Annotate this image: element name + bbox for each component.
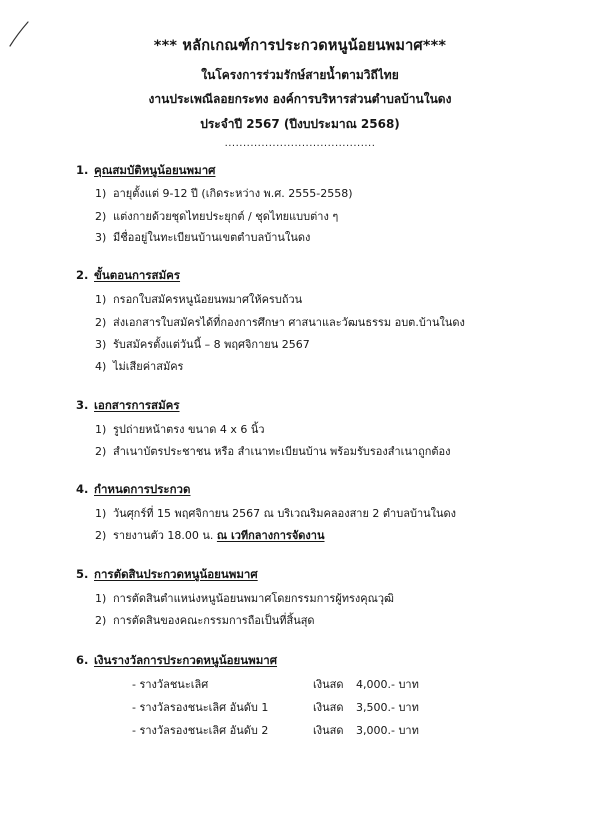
item-number: 2) — [95, 316, 107, 329]
list-item — [95, 184, 353, 202]
list-item — [95, 420, 265, 438]
prize-amount: 3,000.- บาท — [356, 724, 419, 737]
section-number: 6. — [76, 653, 89, 667]
item-number: 1) — [95, 507, 107, 520]
section-title: เงินรางวัลการประกวดหนูน้อยนพมาศ — [94, 653, 278, 667]
list-item — [95, 335, 310, 353]
list-item — [95, 504, 456, 522]
list-item — [95, 228, 310, 246]
item-text: รับสมัครตั้งแต่วันนี้ – 8 พฤศจิกายน 2567 — [113, 338, 310, 351]
section-prizes-heading — [76, 652, 277, 670]
project-name: ในโครงการร่วมรักษ์สายน้ำตามวิถีไทย — [201, 68, 399, 82]
item-text: ไม่เสียค่าสมัคร — [113, 360, 184, 373]
item-text: อายุตั้งแต่ 9-12 ปี (เกิดระหว่าง พ.ศ. 2555-2558) — [113, 187, 353, 200]
prize-cash-label: เงินสด — [313, 724, 344, 737]
item-number: 2) — [95, 529, 107, 542]
prize-cash-label: เงินสด — [313, 678, 344, 691]
section-title: คุณสมบัติหนูน้อยนพมาศ — [94, 163, 216, 177]
item-text: วันศุกร์ที่ 15 พฤศจิกายน 2567 ณ บริเวณริมคลองสาย 2 ตำบลบ้านในดง — [113, 507, 457, 520]
item-text: การตัดสินของคณะกรรมการถือเป็นที่สิ้นสุด — [113, 614, 315, 627]
list-item — [95, 357, 183, 375]
list-item — [95, 611, 315, 629]
dotted-divider: ......................................... — [224, 138, 376, 149]
item-text: รายงานตัว 18.00 น. — [113, 529, 217, 542]
section-application-steps-heading — [76, 267, 180, 285]
list-item — [95, 207, 338, 225]
prize-amount: 4,000.- บาท — [356, 678, 419, 691]
prize-label: - รางวัลชนะเลิศ — [132, 678, 209, 691]
prize-cash-label: เงินสด — [313, 701, 344, 714]
section-documents-heading — [76, 397, 180, 415]
list-item — [95, 313, 465, 331]
section-title: ขั้นตอนการสมัคร — [94, 268, 181, 282]
section-schedule-heading — [76, 481, 190, 499]
item-text: กรอกใบสมัครหนูน้อยนพมาศให้ครบถ้วน — [113, 293, 303, 306]
item-number: 2) — [95, 210, 107, 223]
list-item — [95, 290, 302, 308]
section-number: 5. — [76, 567, 89, 581]
item-text: รูปถ่ายหน้าตรง ขนาด 4 x 6 นิ้ว — [113, 423, 265, 436]
item-text: มีชื่ออยู่ในทะเบียนบ้านเขตตำบลบ้านในดง — [113, 231, 311, 244]
item-number: 4) — [95, 360, 107, 373]
section-number: 3. — [76, 398, 89, 412]
section-number: 4. — [76, 482, 89, 496]
item-number: 2) — [95, 445, 107, 458]
list-item — [95, 442, 451, 460]
section-number: 1. — [76, 163, 89, 177]
prize-row — [132, 675, 452, 691]
item-number: 1) — [95, 187, 107, 200]
prize-label: - รางวัลรองชนะเลิศ อันดับ 1 — [132, 701, 269, 714]
event-year: ประจำปี 2567 (ปีงบประมาณ 2568) — [200, 117, 400, 131]
prize-row — [132, 698, 452, 714]
item-number: 1) — [95, 293, 107, 306]
event-organizer: งานประเพณีลอยกระทง องค์การบริหารส่วนตำบลบ้านในดง — [148, 92, 452, 106]
item-text: แต่งกายด้วยชุดไทยประยุกต์ / ชุดไทยแบบต่าง ๆ — [113, 210, 339, 223]
item-text: สำเนาบัตรประชาชน หรือ สำเนาทะเบียนบ้าน พร้อมรับรองสำเนาถูกต้อง — [113, 445, 451, 458]
section-title: การตัดสินประกวดหนูน้อยนพมาศ — [94, 567, 258, 581]
item-number: 2) — [95, 614, 107, 627]
item-text: การตัดสินตำแหน่งหนูน้อยนพมาศโดยกรรมการผู้ทรงคุณวุฒิ — [113, 592, 394, 605]
item-number: 3) — [95, 338, 107, 351]
list-item — [95, 526, 325, 544]
section-title: เอกสารการสมัคร — [94, 398, 180, 412]
item-text: ส่งเอกสารใบสมัครได้ที่กองการศึกษา ศาสนาและวัฒนธรรม อบต.บ้านในดง — [113, 316, 465, 329]
section-qualifications-heading — [76, 162, 215, 180]
prize-label: - รางวัลรองชนะเลิศ อันดับ 2 — [132, 724, 269, 737]
document-title: *** หลักเกณฑ์การประกวดหนูน้อยนพมาศ*** — [153, 38, 447, 54]
prize-amount: 3,500.- บาท — [356, 701, 419, 714]
item-number: 3) — [95, 231, 107, 244]
item-number: 1) — [95, 423, 107, 436]
prize-row — [132, 721, 452, 737]
venue-emphasis: ณ เวทีกลางการจัดงาน — [216, 529, 325, 542]
section-judging-heading — [76, 566, 258, 584]
section-number: 2. — [76, 268, 89, 282]
list-item — [95, 589, 394, 607]
section-title: กำหนดการประกวด — [94, 482, 191, 496]
item-number: 1) — [95, 592, 107, 605]
